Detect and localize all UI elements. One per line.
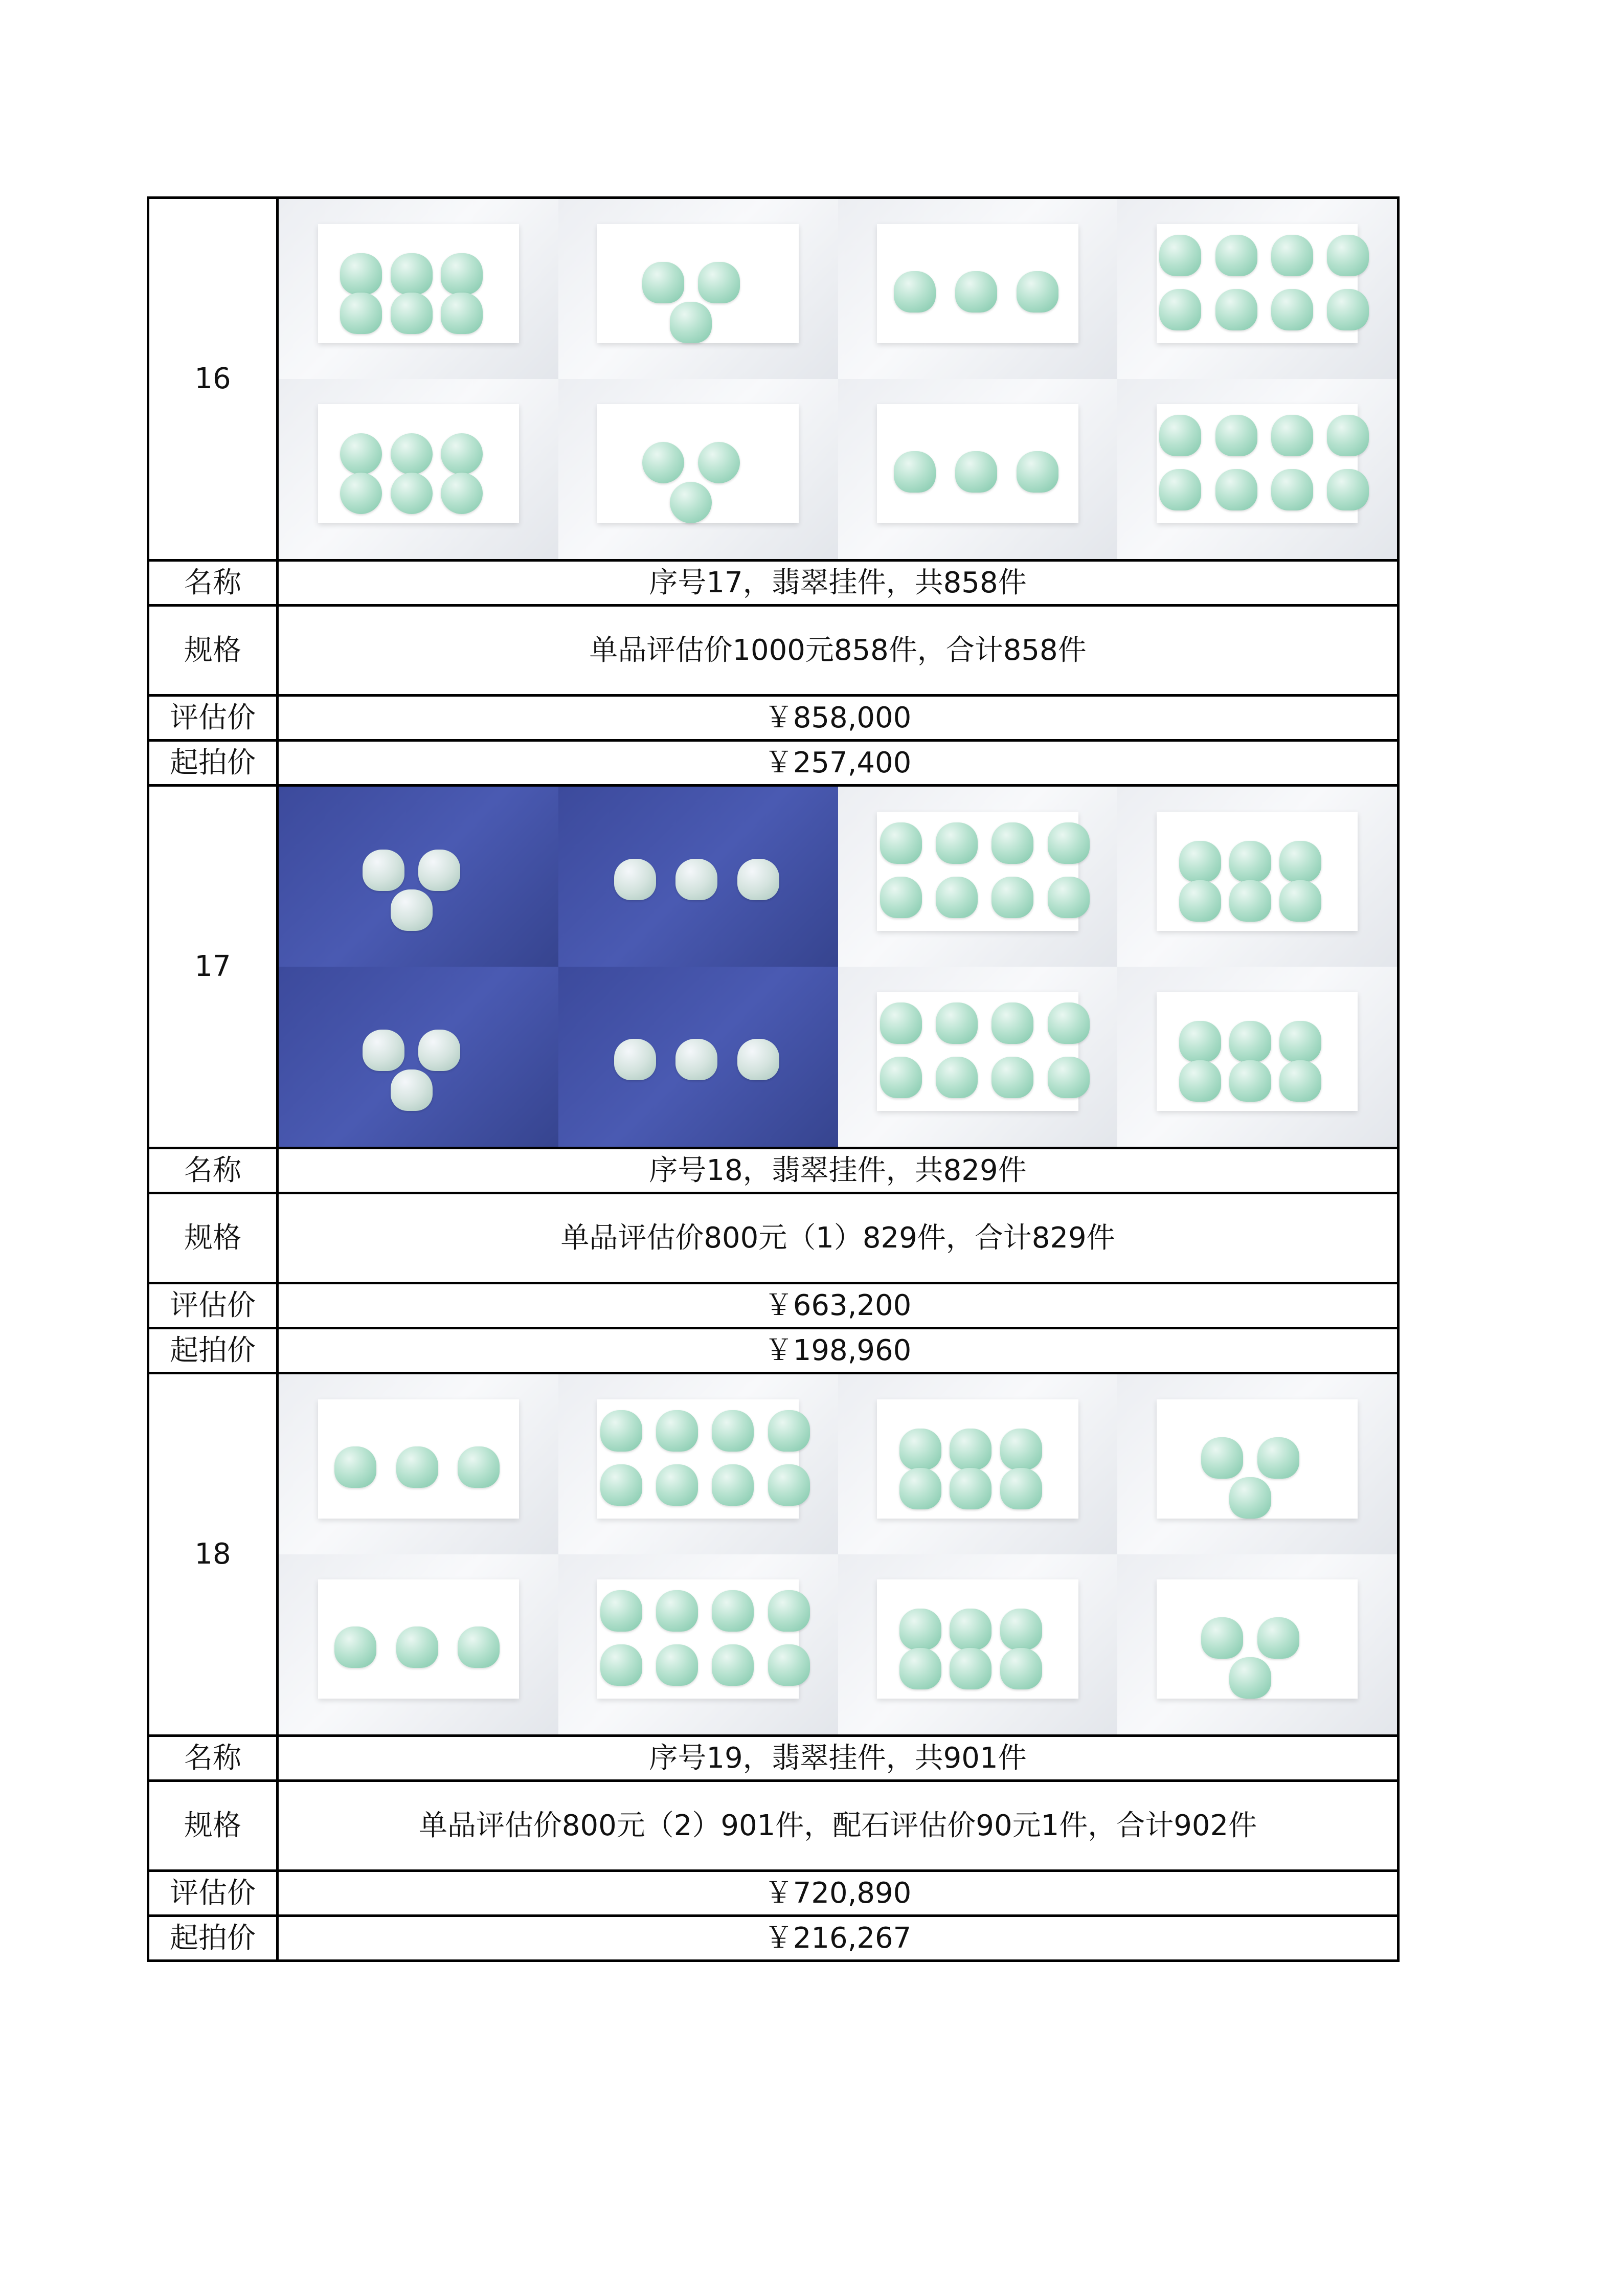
jade-product-photo <box>1117 379 1397 559</box>
jade-pendant-shape <box>768 1410 810 1452</box>
lot-starting-price-value: ￥257,400 <box>278 741 1399 786</box>
jade-pendant-shape <box>936 822 978 864</box>
jade-pendant-shape <box>656 1590 698 1632</box>
lot-appraisal-price-row <box>148 696 1399 741</box>
jade-pendant-shape <box>1159 469 1201 510</box>
lot-appraisal-price-value: ￥720,890 <box>278 1871 1399 1916</box>
jade-product-photo <box>558 199 838 379</box>
jade-pendant-shape <box>340 433 382 475</box>
jade-pendant-shape <box>614 1039 656 1080</box>
lot-starting-price-row <box>148 741 1399 786</box>
jade-pendant-shape <box>363 850 404 891</box>
jade-pendant-shape <box>1000 1468 1042 1509</box>
jade-pendant-shape <box>880 877 922 918</box>
jade-pendant-shape <box>991 1002 1033 1044</box>
jade-pendant-shape <box>396 1626 438 1668</box>
jade-pendant-shape <box>950 1648 991 1689</box>
jade-pendant-shape <box>340 293 382 334</box>
jade-pendant-shape <box>614 859 656 900</box>
lot-starting-price-label: 起拍价 <box>148 1916 278 1961</box>
jade-pendant-shape <box>1159 415 1201 456</box>
lot-number: 18 <box>148 1373 278 1736</box>
jade-pendant-shape <box>1179 880 1221 922</box>
lot-starting-price-value: ￥216,267 <box>278 1916 1399 1961</box>
jade-pendant-shape <box>656 1410 698 1452</box>
jade-pendant-shape <box>1327 415 1369 456</box>
jade-product-photo <box>1117 967 1397 1147</box>
lot-table <box>147 196 1400 1962</box>
jade-product-photo <box>838 379 1118 559</box>
jade-pendant-shape <box>936 1002 978 1044</box>
jade-pendant-shape <box>737 859 779 900</box>
jade-pendant-shape <box>768 1590 810 1632</box>
lot-photo-grid <box>279 787 1397 1147</box>
jade-pendant-shape <box>1229 1477 1271 1519</box>
jade-pendant-shape <box>698 442 740 483</box>
jade-pendant-shape <box>991 877 1033 918</box>
jade-pendant-shape <box>1279 880 1321 922</box>
jade-pendant-shape <box>1000 1429 1042 1470</box>
jade-pendant-shape <box>1229 1657 1271 1699</box>
jade-pendant-shape <box>1048 1057 1090 1098</box>
jade-pendant-shape <box>656 1644 698 1686</box>
jade-pendant-shape <box>642 442 684 483</box>
jade-pendant-shape <box>391 889 433 931</box>
jade-pendant-shape <box>1048 822 1090 864</box>
jade-pendant-shape <box>670 482 712 523</box>
lot-spec-row <box>148 606 1399 696</box>
jade-pendant-shape <box>712 1464 754 1506</box>
jade-pendant-shape <box>1215 235 1257 276</box>
jade-pendant-shape <box>1229 1021 1271 1062</box>
jade-pendant-shape <box>1327 289 1369 330</box>
jade-product-photo <box>279 199 558 379</box>
jade-pendant-shape <box>894 271 936 313</box>
jade-product-photo <box>558 1374 838 1554</box>
jade-pendant-shape <box>441 253 483 295</box>
jade-pendant-shape <box>600 1410 642 1452</box>
jade-pendant-shape <box>1201 1437 1243 1479</box>
lot-name-label: 名称 <box>148 1736 278 1781</box>
jade-pendant-shape <box>391 293 433 334</box>
jade-pendant-shape <box>1000 1609 1042 1650</box>
lot-photo-row <box>148 1373 1399 1736</box>
jade-pendant-shape <box>1229 1060 1271 1102</box>
jade-pendant-shape <box>1179 841 1221 882</box>
lot-starting-price-label: 起拍价 <box>148 1328 278 1373</box>
lot-name-row <box>148 1736 1399 1781</box>
jade-product-photo <box>279 379 558 559</box>
jade-product-photo <box>838 787 1118 967</box>
jade-pendant-shape <box>1000 1648 1042 1689</box>
jade-pendant-shape <box>712 1644 754 1686</box>
jade-pendant-shape <box>340 253 382 295</box>
jade-pendant-shape <box>391 473 433 514</box>
jade-pendant-shape <box>1279 1021 1321 1062</box>
lot-appraisal-price-label: 评估价 <box>148 696 278 741</box>
jade-pendant-shape <box>1048 1002 1090 1044</box>
lot-spec-label: 规格 <box>148 1781 278 1871</box>
jade-pendant-shape <box>936 877 978 918</box>
lot-number: 17 <box>148 786 278 1148</box>
jade-pendant-shape <box>340 473 382 514</box>
jade-pendant-shape <box>675 859 717 900</box>
jade-product-photo <box>838 1554 1118 1734</box>
jade-pendant-shape <box>1215 415 1257 456</box>
jade-pendant-shape <box>391 1069 433 1111</box>
jade-pendant-shape <box>391 253 433 295</box>
jade-product-photo <box>1117 199 1397 379</box>
jade-pendant-shape <box>768 1464 810 1506</box>
jade-pendant-shape <box>768 1644 810 1686</box>
jade-pendant-shape <box>899 1468 941 1509</box>
jade-pendant-shape <box>991 822 1033 864</box>
jade-pendant-shape <box>441 293 483 334</box>
lot-photo-grid <box>279 199 1397 559</box>
jade-pendant-shape <box>1271 469 1313 510</box>
lot-appraisal-price-row <box>148 1283 1399 1328</box>
jade-pendant-shape <box>950 1609 991 1650</box>
lot-spec-row <box>148 1781 1399 1871</box>
jade-pendant-shape <box>1257 1437 1299 1479</box>
jade-pendant-shape <box>955 271 997 313</box>
lot-starting-price-row <box>148 1916 1399 1961</box>
jade-pendant-shape <box>600 1464 642 1506</box>
jade-pendant-shape <box>458 1626 500 1668</box>
jade-pendant-shape <box>656 1464 698 1506</box>
jade-product-photo <box>279 967 558 1147</box>
jade-pendant-shape <box>698 262 740 303</box>
jade-pendant-shape <box>391 433 433 475</box>
jade-pendant-shape <box>441 473 483 514</box>
jade-pendant-shape <box>334 1626 376 1668</box>
lot-name-value: 序号18，翡翠挂件，共829件 <box>278 1148 1399 1193</box>
jade-pendant-shape <box>1179 1021 1221 1062</box>
jade-pendant-shape <box>899 1609 941 1650</box>
jade-product-photo <box>558 1554 838 1734</box>
jade-pendant-shape <box>899 1429 941 1470</box>
jade-product-photo <box>838 1374 1118 1554</box>
jade-pendant-shape <box>1279 1060 1321 1102</box>
jade-pendant-shape <box>1179 1060 1221 1102</box>
jade-product-photo <box>279 1554 558 1734</box>
lot-photo-cell <box>278 198 1399 561</box>
lot-spec-value: 单品评估价800元（2）901件，配石评估价90元1件，合计902件 <box>278 1781 1399 1871</box>
lot-number: 16 <box>148 198 278 561</box>
jade-pendant-shape <box>1257 1617 1299 1659</box>
jade-pendant-shape <box>363 1030 404 1071</box>
jade-pendant-shape <box>894 451 936 493</box>
jade-product-photo <box>1117 787 1397 967</box>
jade-product-photo <box>279 787 558 967</box>
lot-name-label: 名称 <box>148 1148 278 1193</box>
jade-pendant-shape <box>737 1039 779 1080</box>
jade-pendant-shape <box>991 1057 1033 1098</box>
lot-name-value: 序号19，翡翠挂件，共901件 <box>278 1736 1399 1781</box>
lot-spec-label: 规格 <box>148 1193 278 1283</box>
lot-spec-value: 单品评估价800元（1）829件，合计829件 <box>278 1193 1399 1283</box>
jade-product-photo <box>1117 1374 1397 1554</box>
lot-photo-cell <box>278 1373 1399 1736</box>
jade-pendant-shape <box>899 1648 941 1689</box>
jade-product-photo <box>279 1374 558 1554</box>
jade-pendant-shape <box>1279 841 1321 882</box>
jade-pendant-shape <box>1017 271 1058 313</box>
lot-starting-price-value: ￥198,960 <box>278 1328 1399 1373</box>
lot-appraisal-price-label: 评估价 <box>148 1283 278 1328</box>
jade-pendant-shape <box>1017 451 1058 493</box>
jade-pendant-shape <box>1271 235 1313 276</box>
lot-photo-grid <box>279 1374 1397 1734</box>
lot-spec-row <box>148 1193 1399 1283</box>
jade-pendant-shape <box>712 1590 754 1632</box>
lot-name-row <box>148 1148 1399 1193</box>
jade-product-photo <box>558 379 838 559</box>
jade-pendant-shape <box>1327 235 1369 276</box>
jade-pendant-shape <box>1229 880 1271 922</box>
jade-pendant-shape <box>670 302 712 343</box>
jade-pendant-shape <box>955 451 997 493</box>
jade-pendant-shape <box>418 1030 460 1071</box>
jade-pendant-shape <box>880 1057 922 1098</box>
lot-photo-row <box>148 198 1399 561</box>
jade-pendant-shape <box>1159 235 1201 276</box>
jade-pendant-shape <box>1201 1617 1243 1659</box>
jade-pendant-shape <box>1159 289 1201 330</box>
jade-pendant-shape <box>675 1039 717 1080</box>
jade-product-photo <box>558 967 838 1147</box>
jade-pendant-shape <box>880 1002 922 1044</box>
lot-spec-value: 单品评估价1000元858件，合计858件 <box>278 606 1399 696</box>
jade-product-photo <box>558 787 838 967</box>
jade-pendant-shape <box>441 433 483 475</box>
jade-pendant-shape <box>1271 415 1313 456</box>
jade-pendant-shape <box>600 1644 642 1686</box>
jade-pendant-shape <box>950 1429 991 1470</box>
lot-photo-cell <box>278 786 1399 1148</box>
jade-pendant-shape <box>1327 469 1369 510</box>
jade-pendant-shape <box>334 1446 376 1488</box>
jade-pendant-shape <box>458 1446 500 1488</box>
lot-appraisal-price-label: 评估价 <box>148 1871 278 1916</box>
jade-product-photo <box>838 199 1118 379</box>
lot-name-label: 名称 <box>148 561 278 606</box>
jade-pendant-shape <box>1229 841 1271 882</box>
lot-spec-label: 规格 <box>148 606 278 696</box>
lot-appraisal-price-value: ￥663,200 <box>278 1283 1399 1328</box>
lot-photo-row <box>148 786 1399 1148</box>
jade-pendant-shape <box>396 1446 438 1488</box>
jade-pendant-shape <box>712 1410 754 1452</box>
jade-pendant-shape <box>418 850 460 891</box>
jade-product-photo <box>838 967 1118 1147</box>
lot-name-row <box>148 561 1399 606</box>
jade-pendant-shape <box>1215 289 1257 330</box>
lot-starting-price-row <box>148 1328 1399 1373</box>
jade-pendant-shape <box>936 1057 978 1098</box>
lot-starting-price-label: 起拍价 <box>148 741 278 786</box>
jade-pendant-shape <box>880 822 922 864</box>
jade-pendant-shape <box>642 262 684 303</box>
jade-pendant-shape <box>600 1590 642 1632</box>
jade-pendant-shape <box>1215 469 1257 510</box>
jade-pendant-shape <box>1271 289 1313 330</box>
lot-appraisal-price-value: ￥858,000 <box>278 696 1399 741</box>
jade-pendant-shape <box>1048 877 1090 918</box>
jade-product-photo <box>1117 1554 1397 1734</box>
lot-name-value: 序号17，翡翠挂件，共858件 <box>278 561 1399 606</box>
lot-appraisal-price-row <box>148 1871 1399 1916</box>
jade-pendant-shape <box>950 1468 991 1509</box>
